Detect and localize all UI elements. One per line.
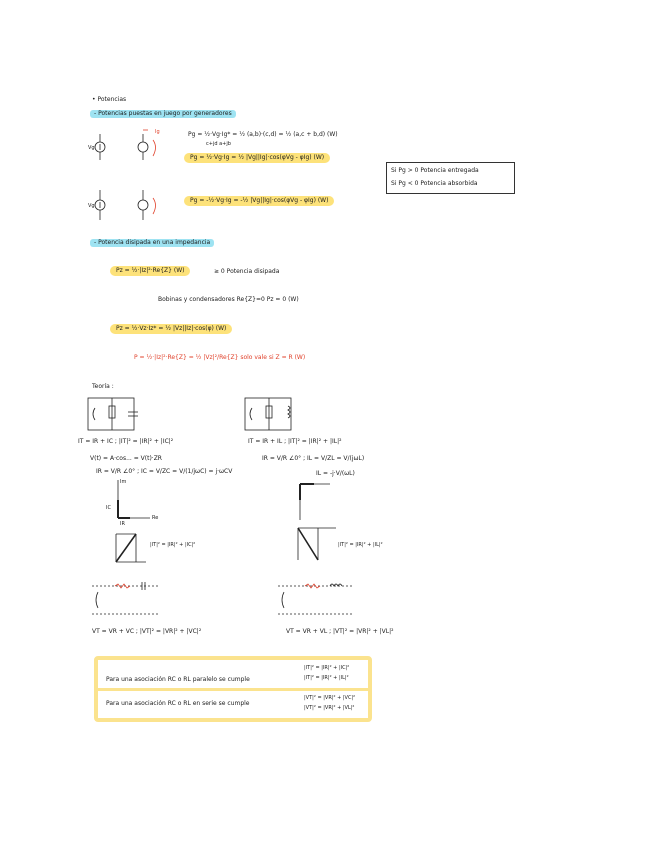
section-generators-heading: - Potencias puestas en juego por generadores: [90, 110, 236, 118]
im-axis-label: Im: [120, 479, 127, 485]
rl-phasor-axes: [300, 484, 330, 520]
reactive-elements-note: Bobinas y condensadores Re{Z}=0 Pz = 0 (W): [158, 296, 299, 303]
rc-parallel-current-eq: IT = IR + IC ; |IT|² = |IR|² + |IC|²: [78, 438, 174, 445]
summary-series-eq-rl: |VT|² = |VR|² + |VL|²: [304, 705, 355, 711]
impedance-power-note: ≥ 0 Potencia disipada: [214, 268, 280, 275]
section-impedance-heading: - Potencia disipada en una impedancia: [90, 239, 214, 247]
summary-box: [94, 656, 372, 722]
ig-symbol: Ig: [155, 129, 160, 135]
rl-parallel-circuit: [245, 398, 291, 430]
summary-divider: [98, 688, 368, 691]
rc-triangle-eq: |IT|² = |IR|² + |IC|²: [150, 542, 196, 548]
rc-current-triangle: [116, 534, 146, 562]
summary-parallel-text: Para una asociación RC o RL paralelo se cumple: [106, 676, 250, 683]
rl-current-triangle: [298, 528, 336, 560]
summary-series-eq-rc: |VT|² = |VR|² + |VC|²: [304, 695, 356, 701]
generator-power-cos-formula: Pg = ½·Vg·Ig = ½ |Vg||Ig|·cos(φVg - φIg) (W): [184, 153, 330, 163]
rc-voltage-eq: V(t) = A·cos... = V(t)·ZR: [90, 455, 162, 462]
rl-inductor-current-eq: IL = -j·V/(ωL): [316, 470, 355, 477]
rl-series-circuit: [278, 584, 352, 614]
rc-parallel-circuit: [88, 398, 138, 430]
rc-branch-currents-eq: IR = V/R ∠0° ; IC = V/ZC = V/(1/jωC) = j·ωCV: [96, 468, 233, 475]
rc-series-circuit: [92, 582, 160, 614]
resistive-power-formula: P = ½·|Iz|²·Re{Z} = ½ |Vz|²/Re{Z} solo vale si Z = R (W): [134, 354, 306, 361]
generator-power-formula: Pg = ½·Vg·Ig* = ½ (a,b)·(c,d) = ½ (a,c + b,d) (W): [188, 131, 338, 138]
impedance-power-cos-formula: Pz = ½·Vz·Iz* = ½ |Vz||Iz|·cos(φ) (W): [110, 324, 232, 334]
generator-power-subscript: c+jd a+jb: [206, 141, 231, 147]
summary-series-text: Para una asociación RC o RL en serie se cumple: [106, 700, 250, 707]
vg-symbol: Vg: [88, 145, 95, 151]
ic-phasor-label: IC: [106, 505, 111, 511]
theory-label: Teoría :: [92, 383, 114, 390]
impedance-power-formula: Pz = ½·|Iz|²·Re{Z} (W): [110, 266, 190, 276]
sign-positive: Si Pg > 0 Potencia entregada: [391, 167, 479, 174]
summary-parallel-eq-rc: |IT|² = |IR|² + |IC|²: [304, 665, 350, 671]
page-title: • Potencias: [92, 96, 127, 103]
sign-negative: Si Pg < 0 Potencia absorbida: [391, 180, 478, 187]
rl-series-voltage-eq: VT = VR + VL ; |VT|² = |VR|² + |VL|²: [286, 628, 394, 635]
vg-symbol: Vg: [88, 203, 95, 209]
summary-parallel-eq-rl: |IT|² = |IR|² + |IL|²: [304, 675, 349, 681]
rl-triangle-eq: |IT|² = |IR|² + |IL|²: [338, 542, 383, 548]
rc-series-voltage-eq: VT = VR + VC ; |VT|² = |VR|² + |VC|²: [92, 628, 202, 635]
re-axis-label: Re: [152, 515, 159, 521]
ir-phasor-label: IR: [120, 521, 125, 527]
generator-power-negative-formula: Pg = -½·Vg·Ig = -½ |Vg||Ig|·cos(φVg - φIg) (W): [184, 196, 334, 206]
rl-parallel-current-eq: IT = IR + IL ; |IT|² = |IR|² + |IL|²: [248, 438, 342, 445]
rl-branch-currents-eq: IR = V/R ∠0° ; IL = V/ZL = V/(jωL): [262, 455, 365, 462]
